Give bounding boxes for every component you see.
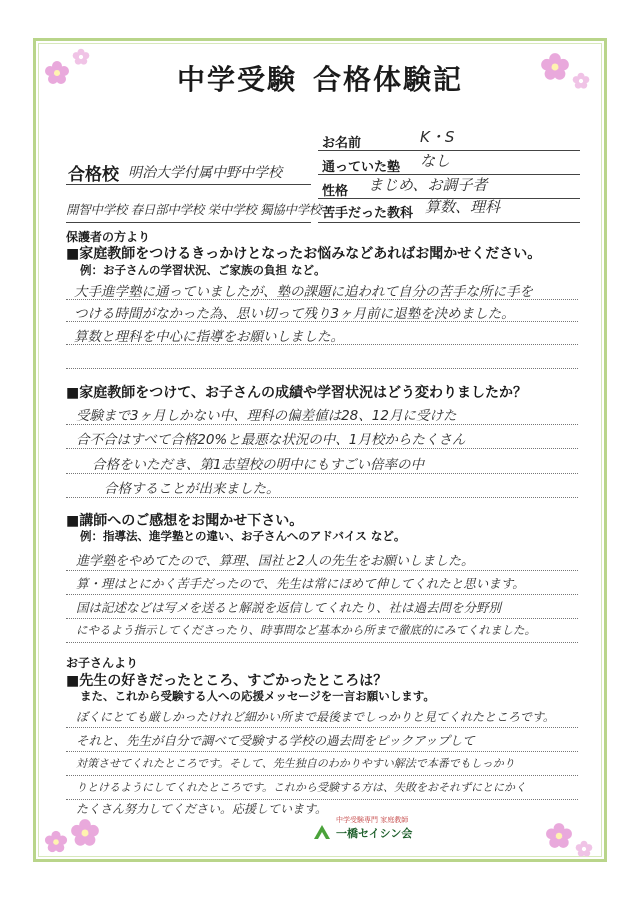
q3-example: 例：指導法、進学塾との違い、お子さんへのアドバイス など。 (80, 529, 406, 543)
logo-mark-icon (312, 823, 332, 841)
flower-icon (545, 822, 573, 850)
divider (66, 321, 578, 322)
q4-heading: ■先生の好きだったところ、すごかったところは？ (66, 673, 388, 689)
flower-icon (70, 818, 100, 848)
school-label: 合格校 (68, 165, 119, 185)
q3-line: 算・理はとにかく苦手だったので、先生は常にほめて伸してくれたと思います。 (76, 576, 525, 591)
q1-line: 大手進学塾に通っていましたが、塾の課題に追われて自分の苦手な所に手を (74, 284, 533, 300)
divider (66, 570, 578, 571)
weak-subject-label: 苦手だった教科 (322, 206, 414, 221)
name-label: お名前 (322, 136, 362, 151)
juku-value: なし (420, 152, 451, 170)
weak-subject-value: 算数、理科 (425, 198, 501, 216)
divider (66, 642, 578, 643)
q4-line: りとけるようにしてくれたところです。これから受験する方は、失敗をおそれずにとにかく (76, 781, 527, 794)
personality-value: まじめ、お調子者 (368, 176, 488, 194)
q1-line: つける時間がなかった為、思い切って残り3ヶ月前に退塾を決めました。 (74, 306, 515, 322)
juku-label: 通っていた塾 (322, 160, 401, 175)
divider (66, 751, 578, 752)
divider (66, 473, 578, 474)
q1-line: 算数と理科を中心に指導をお願いしました。 (74, 329, 344, 345)
page-title (0, 58, 640, 98)
divider (66, 222, 311, 223)
divider (66, 344, 578, 345)
title-part2: 合格体験記 (313, 63, 464, 96)
personality-label: 性格 (322, 184, 349, 199)
flower-icon (575, 840, 593, 858)
q4-line: それと、先生が自分で調べて受験する学校の過去問をピックアップして (76, 733, 475, 748)
divider (66, 618, 578, 619)
divider (66, 424, 578, 425)
divider (66, 775, 578, 776)
divider (66, 594, 578, 595)
q2-line: 合不合はすべて合格20%と最悪な状況の中、1月校からたくさん (76, 432, 466, 448)
q3-line: 進学塾をやめてたので、算理、国社と2人の先生をお願いしました。 (76, 554, 475, 569)
q2-line: 受験まで3ヶ月しかない中、理科の偏差値は28、12月に受けた (76, 408, 457, 424)
guardian-heading: 保護者の方より (66, 230, 151, 244)
logo-name: 一橋セイシン会 (336, 827, 413, 840)
logo-tagline: 中学受験専門 家庭教師 (336, 816, 409, 824)
q2-heading: ■家庭教師をつけて、お子さんの成績や学習状況はどう変わりましたか？ (66, 385, 527, 401)
q3-line: 国は記述などは写メを送ると解説を返信してくれたり、社は過去問を分野別 (76, 600, 502, 615)
divider (66, 299, 578, 300)
q4-example: また、これから受験する人への応援メッセージを一言お願いします。 (80, 689, 435, 703)
divider (318, 222, 580, 223)
divider (66, 448, 578, 449)
divider (66, 727, 578, 728)
school-others: 開智中学校 春日部中学校 栄中学校 獨協中学校 (66, 202, 322, 217)
school-main: 明治大学付属中野中学校 (128, 165, 282, 181)
q4-line: たくさん努力してください。応援しています。 (76, 802, 328, 816)
name-value: K・S (420, 128, 455, 146)
q2-line: 合格をいただき、第1志望校の明中にもすごい倍率の中 (92, 457, 425, 473)
divider (66, 497, 578, 498)
q4-line: 対策させてくれたところです。そして、先生独自のわかりやすい解法で本番でもしっかり (76, 757, 515, 770)
divider (66, 184, 311, 185)
flower-icon (44, 830, 68, 854)
q1-heading: ■家庭教師をつけるきっかけとなったお悩みなどあればお聞かせください。 (66, 246, 542, 262)
divider (66, 368, 578, 369)
q1-example: 例：お子さんの学習状況、ご家族の負担 など。 (80, 263, 326, 277)
child-heading: お子さんより (66, 656, 139, 670)
q3-line: にやるよう指示してくださったり、時事問など基本から所まで徹底的にみてくれました。 (76, 623, 536, 637)
q2-line: 合格することが出来ました。 (104, 481, 280, 497)
q4-line: ぼくにとても厳しかったけれど細かい所まで最後までしっかりと見てくれたところです。 (76, 710, 555, 724)
company-logo (312, 815, 432, 845)
q3-heading: ■講師へのご感想をお聞かせ下さい。 (66, 513, 304, 529)
title-part1: 中学受験 (176, 63, 297, 96)
